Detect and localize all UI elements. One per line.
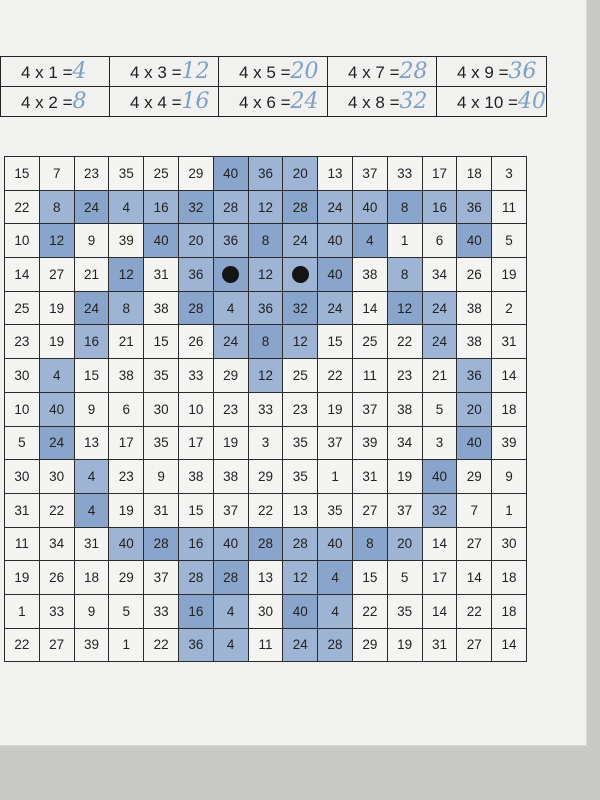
grid-cell: 16: [178, 594, 213, 628]
grid-cell: 28: [178, 561, 213, 595]
grid-cell: 15: [5, 157, 40, 191]
grid-cell: 28: [283, 527, 318, 561]
grid-cell: 20: [387, 527, 422, 561]
grid-cell: 18: [74, 561, 109, 595]
grid-cell: 18: [492, 392, 527, 426]
grid-cell: 12: [39, 224, 74, 258]
grid-cell: 28: [248, 527, 283, 561]
grid-cell: 40: [109, 527, 144, 561]
grid-cell: 25: [144, 157, 179, 191]
grid-row: [5, 224, 527, 258]
grid-cell: 28: [144, 527, 179, 561]
grid-cell: 10: [5, 392, 40, 426]
fact-cell: [110, 87, 219, 117]
grid-row: [5, 561, 527, 595]
grid-row: [5, 594, 527, 628]
grid-cell: 20: [457, 392, 492, 426]
grid-cell: 35: [109, 157, 144, 191]
grid-cell: 31: [144, 258, 179, 292]
grid-cell: 35: [144, 359, 179, 393]
grid-cell: 33: [248, 392, 283, 426]
handwritten-answer: 12: [181, 59, 210, 84]
grid-cell: 36: [178, 258, 213, 292]
grid-cell: 14: [492, 628, 527, 662]
grid-cell: 31: [492, 325, 527, 359]
grid-cell: 18: [457, 157, 492, 191]
grid-cell: 31: [5, 493, 40, 527]
grid-cell: 36: [248, 157, 283, 191]
grid-cell: 8: [39, 190, 74, 224]
grid-cell: 37: [387, 493, 422, 527]
grid-cell: 3: [492, 157, 527, 191]
grid-cell: 15: [74, 359, 109, 393]
grid-cell: 23: [5, 325, 40, 359]
grid-cell: 27: [352, 493, 387, 527]
fact-expression: 4 x 2 =: [21, 93, 73, 112]
grid-cell: 7: [457, 493, 492, 527]
grid-cell: 27: [39, 628, 74, 662]
grid-row: [5, 291, 527, 325]
grid-cell: 21: [74, 258, 109, 292]
grid-cell: 19: [109, 493, 144, 527]
grid-cell: 15: [144, 325, 179, 359]
grid-cell: 24: [422, 291, 457, 325]
grid-cell: 38: [387, 392, 422, 426]
grid-cell: 40: [144, 224, 179, 258]
fact-expression: 4 x 7 =: [348, 63, 400, 82]
eye-dot: [292, 266, 309, 283]
grid-cell: 8: [248, 325, 283, 359]
grid-cell: 6: [109, 392, 144, 426]
fact-expression: 4 x 3 =: [130, 63, 182, 82]
grid-cell: 10: [5, 224, 40, 258]
handwritten-answer: 40: [517, 89, 546, 114]
facts-row: [1, 87, 547, 117]
grid-cell: 37: [318, 426, 353, 460]
grid-cell: 11: [5, 527, 40, 561]
grid-cell: 24: [74, 291, 109, 325]
grid-cell: 24: [283, 224, 318, 258]
grid-cell: 27: [457, 628, 492, 662]
grid-cell: 14: [5, 258, 40, 292]
grid-cell: 11: [492, 190, 527, 224]
grid-cell: 38: [144, 291, 179, 325]
fact-cell: [1, 87, 110, 117]
grid-cell: 40: [422, 460, 457, 494]
grid-cell: 4: [318, 561, 353, 595]
grid-cell: 32: [178, 190, 213, 224]
grid-cell: 21: [109, 325, 144, 359]
grid-cell: 12: [387, 291, 422, 325]
grid-cell: 38: [178, 460, 213, 494]
grid-cell: 5: [492, 224, 527, 258]
grid-cell: 4: [352, 224, 387, 258]
grid-cell: 24: [283, 628, 318, 662]
grid-cell: 22: [5, 190, 40, 224]
multiplication-facts-table: [0, 56, 547, 117]
grid-cell: 40: [283, 594, 318, 628]
grid-cell: 14: [492, 359, 527, 393]
grid-cell: 36: [178, 628, 213, 662]
grid-cell: 16: [74, 325, 109, 359]
grid-cell: 28: [318, 628, 353, 662]
grid-cell: 34: [39, 527, 74, 561]
grid-cell: 19: [213, 426, 248, 460]
handwritten-answer: 8: [72, 89, 87, 114]
grid-cell: 18: [492, 561, 527, 595]
grid-cell: 23: [387, 359, 422, 393]
grid-cell: 22: [144, 628, 179, 662]
grid-cell: 40: [318, 258, 353, 292]
grid-row: [5, 157, 527, 191]
grid-cell: 32: [283, 291, 318, 325]
grid-cell: 1: [387, 224, 422, 258]
grid-cell: 29: [109, 561, 144, 595]
grid-cell: 30: [492, 527, 527, 561]
grid-row: [5, 325, 527, 359]
grid-cell: 32: [422, 493, 457, 527]
grid-cell: 21: [422, 359, 457, 393]
grid-cell: 26: [178, 325, 213, 359]
grid-cell: 24: [39, 426, 74, 460]
fact-expression: 4 x 10 =: [457, 93, 518, 112]
grid-cell: 22: [457, 594, 492, 628]
grid-cell: 1: [318, 460, 353, 494]
handwritten-answer: 28: [399, 59, 428, 84]
grid-cell: 36: [457, 190, 492, 224]
grid-cell: 5: [109, 594, 144, 628]
grid-row: [5, 392, 527, 426]
grid-cell: 17: [178, 426, 213, 460]
fact-cell: [219, 87, 328, 117]
grid-cell: 1: [492, 493, 527, 527]
grid-cell: 29: [178, 157, 213, 191]
grid-cell: 14: [422, 527, 457, 561]
grid-cell: 26: [39, 561, 74, 595]
grid-cell: 27: [39, 258, 74, 292]
grid-cell: 26: [457, 258, 492, 292]
grid-cell: 12: [109, 258, 144, 292]
fact-cell: [328, 87, 437, 117]
grid-cell: 11: [352, 359, 387, 393]
grid-cell: 1: [5, 594, 40, 628]
grid-cell: 31: [74, 527, 109, 561]
grid-cell: 34: [387, 426, 422, 460]
fact-expression: 4 x 8 =: [348, 93, 400, 112]
grid-cell: 19: [387, 628, 422, 662]
grid-cell: 39: [109, 224, 144, 258]
grid-row: [5, 190, 527, 224]
grid-cell: 19: [5, 561, 40, 595]
grid-cell: 19: [39, 325, 74, 359]
grid-cell: 39: [492, 426, 527, 460]
grid-cell: 39: [74, 628, 109, 662]
grid-cell: 4: [318, 594, 353, 628]
grid-row: [5, 359, 527, 393]
grid-cell: 36: [248, 291, 283, 325]
grid-cell: 4: [213, 291, 248, 325]
grid-cell: 31: [422, 628, 457, 662]
grid-cell: 17: [422, 561, 457, 595]
grid-cell: 36: [457, 359, 492, 393]
grid-cell: 25: [283, 359, 318, 393]
grid-row: [5, 460, 527, 494]
grid-cell: 17: [109, 426, 144, 460]
grid-row: [5, 628, 527, 662]
grid-cell: 3: [422, 426, 457, 460]
grid-cell: 4: [74, 460, 109, 494]
grid-cell: 20: [178, 224, 213, 258]
grid-cell: 4: [39, 359, 74, 393]
grid-cell: 23: [74, 157, 109, 191]
grid-cell: 27: [457, 527, 492, 561]
grid-cell: 40: [213, 157, 248, 191]
grid-cell: 22: [5, 628, 40, 662]
fact-cell: [437, 87, 547, 117]
grid-cell: 30: [39, 460, 74, 494]
grid-cell: 1: [109, 628, 144, 662]
grid-cell: 14: [352, 291, 387, 325]
grid-cell: 28: [213, 561, 248, 595]
grid-cell: 22: [387, 325, 422, 359]
grid-cell: 30: [5, 359, 40, 393]
grid-cell: 9: [74, 392, 109, 426]
grid-cell: 31: [144, 493, 179, 527]
handwritten-answer: 24: [290, 89, 319, 114]
grid-cell: 18: [492, 594, 527, 628]
grid-cell: 30: [248, 594, 283, 628]
fact-cell: [1, 57, 110, 87]
grid-cell: 12: [283, 561, 318, 595]
grid-cell: 8: [248, 224, 283, 258]
grid-cell: 6: [422, 224, 457, 258]
grid-cell: 4: [213, 628, 248, 662]
fact-cell: [437, 57, 547, 87]
grid-cell: 9: [74, 224, 109, 258]
handwritten-answer: 16: [181, 89, 210, 114]
facts-row: [1, 57, 547, 87]
grid-cell: 23: [213, 392, 248, 426]
grid-cell: 4: [213, 594, 248, 628]
grid-cell: 14: [422, 594, 457, 628]
grid-cell: 33: [387, 157, 422, 191]
grid-cell: 8: [387, 190, 422, 224]
grid-cell: 30: [144, 392, 179, 426]
grid-cell: 29: [213, 359, 248, 393]
grid-cell: 35: [283, 426, 318, 460]
grid-cell: 9: [492, 460, 527, 494]
fact-expression: 4 x 6 =: [239, 93, 291, 112]
grid-cell: 2: [492, 291, 527, 325]
grid-row: [5, 258, 527, 292]
grid-cell: 37: [352, 392, 387, 426]
grid-cell: 8: [387, 258, 422, 292]
handwritten-answer: 4: [72, 59, 87, 84]
handwritten-answer: 20: [290, 59, 319, 84]
grid-cell: 13: [283, 493, 318, 527]
grid-cell: 40: [457, 224, 492, 258]
grid-cell: 38: [457, 291, 492, 325]
grid-cell: 17: [422, 157, 457, 191]
grid-cell: 35: [283, 460, 318, 494]
grid-cell: 15: [178, 493, 213, 527]
grid-cell: 29: [457, 460, 492, 494]
grid-cell: 11: [248, 628, 283, 662]
grid-cell: 12: [283, 325, 318, 359]
grid-cell: 4: [74, 493, 109, 527]
grid-cell: 40: [318, 224, 353, 258]
grid-cell: 19: [387, 460, 422, 494]
grid-cell: 30: [5, 460, 40, 494]
fact-cell: [219, 57, 328, 87]
grid-cell: 28: [178, 291, 213, 325]
grid-cell: 22: [39, 493, 74, 527]
grid-cell: 5: [5, 426, 40, 460]
grid-cell: 20: [283, 157, 318, 191]
grid-cell: 40: [318, 527, 353, 561]
grid-cell: 16: [178, 527, 213, 561]
grid-cell: 5: [422, 392, 457, 426]
grid-cell: 33: [178, 359, 213, 393]
grid-cell: 29: [248, 460, 283, 494]
grid-cell: 35: [144, 426, 179, 460]
grid-cell: 5: [387, 561, 422, 595]
fact-expression: 4 x 5 =: [239, 63, 291, 82]
grid-cell: 38: [213, 460, 248, 494]
grid-cell: 39: [352, 426, 387, 460]
grid-cell: 40: [213, 527, 248, 561]
grid-cell: 16: [144, 190, 179, 224]
grid-cell: 25: [352, 325, 387, 359]
grid-cell: 19: [318, 392, 353, 426]
grid-cell: 38: [352, 258, 387, 292]
grid-cell: 3: [248, 426, 283, 460]
grid-cell: 36: [213, 224, 248, 258]
grid-cell: 38: [109, 359, 144, 393]
grid-cell: 22: [248, 493, 283, 527]
grid-cell: 22: [352, 594, 387, 628]
grid-cell: 38: [457, 325, 492, 359]
grid-cell: 37: [144, 561, 179, 595]
grid-cell: 12: [248, 190, 283, 224]
grid-cell: 16: [422, 190, 457, 224]
grid-cell: 40: [352, 190, 387, 224]
grid-cell: [283, 258, 318, 292]
grid-cell: 35: [387, 594, 422, 628]
grid-cell: 24: [74, 190, 109, 224]
grid-cell: 37: [352, 157, 387, 191]
fact-expression: 4 x 9 =: [457, 63, 509, 82]
grid-cell: 40: [39, 392, 74, 426]
grid-cell: 8: [109, 291, 144, 325]
grid-cell: 33: [144, 594, 179, 628]
grid-cell: 23: [283, 392, 318, 426]
grid-cell: 14: [457, 561, 492, 595]
grid-cell: 9: [144, 460, 179, 494]
fact-expression: 4 x 1 =: [21, 63, 73, 82]
grid-cell: 19: [39, 291, 74, 325]
color-by-number-grid: [4, 156, 527, 662]
grid-cell: 13: [248, 561, 283, 595]
grid-cell: 12: [248, 359, 283, 393]
grid-cell: 29: [352, 628, 387, 662]
grid-cell: 24: [318, 291, 353, 325]
grid-cell: 10: [178, 392, 213, 426]
grid-cell: 24: [422, 325, 457, 359]
fact-expression: 4 x 4 =: [130, 93, 182, 112]
grid-cell: 8: [352, 527, 387, 561]
grid-cell: 37: [213, 493, 248, 527]
grid-cell: 4: [109, 190, 144, 224]
grid-cell: 7: [39, 157, 74, 191]
grid-cell: 31: [352, 460, 387, 494]
grid-cell: 15: [318, 325, 353, 359]
grid-cell: 28: [283, 190, 318, 224]
eye-dot: [222, 266, 239, 283]
grid-cell: 13: [318, 157, 353, 191]
grid-cell: 33: [39, 594, 74, 628]
grid-cell: 9: [74, 594, 109, 628]
grid-cell: 35: [318, 493, 353, 527]
grid-cell: 12: [248, 258, 283, 292]
grid-cell: 23: [109, 460, 144, 494]
grid-cell: 34: [422, 258, 457, 292]
grid-row: [5, 493, 527, 527]
grid-cell: 28: [213, 190, 248, 224]
grid-cell: 19: [492, 258, 527, 292]
grid-cell: 24: [213, 325, 248, 359]
grid-row: [5, 426, 527, 460]
handwritten-answer: 36: [508, 59, 537, 84]
fact-cell: [110, 57, 219, 87]
grid-cell: 15: [352, 561, 387, 595]
fact-cell: [328, 57, 437, 87]
grid-cell: 25: [5, 291, 40, 325]
grid-cell: [213, 258, 248, 292]
handwritten-answer: 32: [399, 89, 428, 114]
grid-cell: 24: [318, 190, 353, 224]
grid-cell: 13: [74, 426, 109, 460]
grid-cell: 40: [457, 426, 492, 460]
grid-cell: 22: [318, 359, 353, 393]
grid-row: [5, 527, 527, 561]
